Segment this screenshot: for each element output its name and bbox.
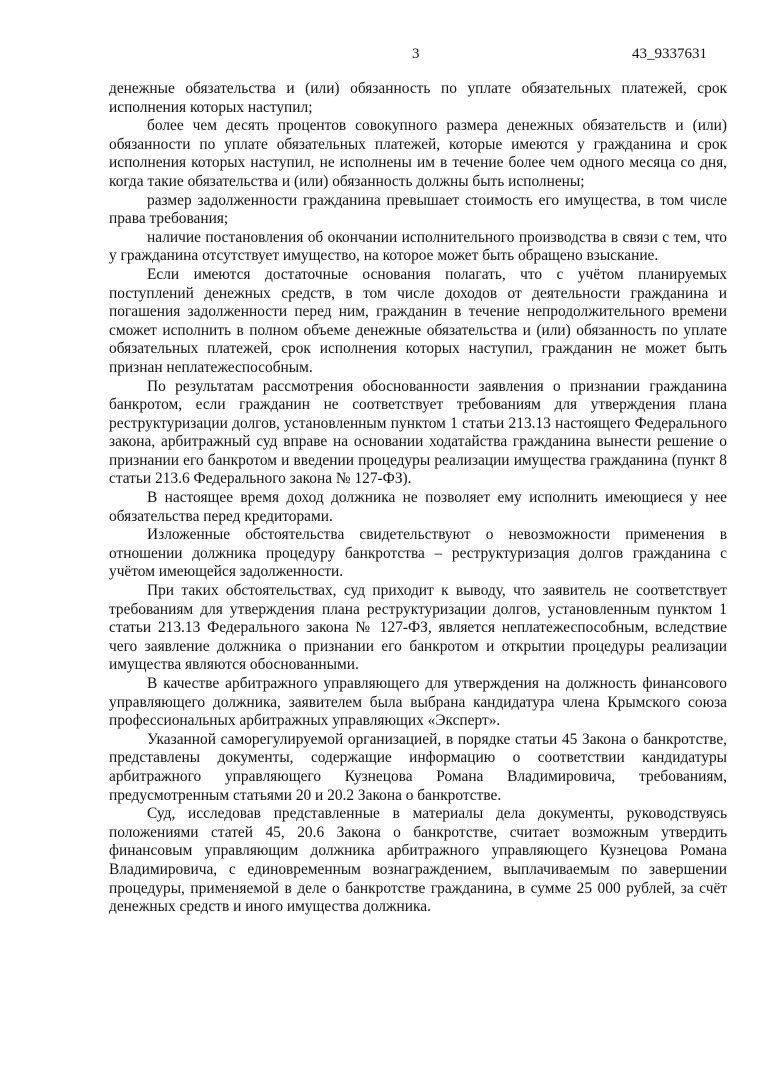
paragraph-overdue-obligations: более чем десять процентов совокупного размера денежных обязательств и (или) обязанности по уплате обязательных платежей, которые имеются у гражданина и срок исполнения которых наступил, не исполнены им в течение более чем одного месяца со дня, когда такие обязательства и (или) обязанность должны быть исполнены; bbox=[109, 117, 727, 190]
page-number: 3 bbox=[412, 46, 420, 62]
paragraph-enforcement-ended: наличие постановления об окончании исполнительного производства в связи с тем, что у гражданина отсутствует имущество, на которое может быть обращено взыскание. bbox=[109, 228, 727, 265]
paragraph-manager-approval: Суд, исследовав представленные в материалы дела документы, руководствуясь положениями статей 45, 20.6 Закона о банкротстве, считает возможным утвердить финансовым управляющим должника арбитражного управляющего Кузнецова Романа Владимировича, с единовременным вознаграждением, выплачиваемым по завершении процедуры, применяемой в деле о банкротстве гражданина, в сумме 25 000 рублей, за счёт денежных средств и иного имущества должника. bbox=[109, 805, 727, 916]
paragraph-debtor-income: В настоящее время доход должника не позволяет ему исполнить имеющиеся у нее обязательства перед кредиторами. bbox=[109, 489, 727, 525]
paragraph-sro-documents: Указанной саморегулируемой организацией, в порядке статьи 45 Закона о банкротстве, представлены документы, содержащие информацию о соответствии кандидатуры арбитражного управляющего Кузнецова Романа Владимировича, требованиям, предусмотренным статьями 20 и 20.2 Закона о банкротстве. bbox=[109, 730, 727, 804]
paragraph-court-powers: По результатам рассмотрения обоснованности заявления о признании гражданина банкротом, если гражданин не соответствует требованиям для утверждения плана реструктуризации долгов, установленным пунктом 1 статьи 213.13 настоящего Федерального закона, арбитражный суд вправе на основании ходатайства гражданина вынести решение о признании его банкротом и введении процедуры реализации имущества гражданина (пункт 8 статьи 213.6 Федерального закона № 127-ФЗ). bbox=[109, 377, 727, 488]
paragraph-solvency-exception: Если имеются достаточные основания полагать, что с учётом планируемых поступлений денежных средств, в том числе доходов от деятельности гражданина и погашения задолженности перед ним, гражданин в течение непродолжительного времени сможет исполнить в полном объеме денежные обязательства и (или) обязанность по уплате обязательных платежей, срок исполнения которых наступил, гражданин не может быть признан неплатежеспособным. bbox=[109, 265, 727, 376]
paragraph-debt-exceeds-assets: размер задолженности гражданина превышает стоимость его имущества, в том числе права требования; bbox=[109, 191, 727, 228]
paragraph-continuation: денежные обязательства и (или) обязанность по уплате обязательных платежей, срок исполнения которых наступил; bbox=[109, 80, 727, 116]
paragraph-restructuring-impossible: Изложенные обстоятельства свидетельствуют о невозможности применения в отношении должника процедуру банкротства – реструктуризация долгов гражданина с учётом имеющейся задолженности. bbox=[109, 526, 727, 581]
paragraph-court-conclusion: При таких обстоятельствах, суд приходит к выводу, что заявитель не соответствует требованиям для утверждения плана реструктуризации долгов, установленным пунктом 1 статьи 213.13 Федерального закона № 127-ФЗ, является неплатежеспособным, вследствие чего заявление должника о признании его банкротом и открытии процедуры реализации имущества являются обоснованными. bbox=[109, 582, 727, 674]
document-body bbox=[109, 80, 727, 917]
paragraph-manager-candidate: В качестве арбитражного управляющего для утверждения на должность финансового управляющего должника, заявителем была выбрана кандидатура члена Крымского союза профессиональных арбитражных управляющих «Эксперт». bbox=[109, 675, 727, 730]
document-id: 43_9337631 bbox=[632, 46, 707, 62]
